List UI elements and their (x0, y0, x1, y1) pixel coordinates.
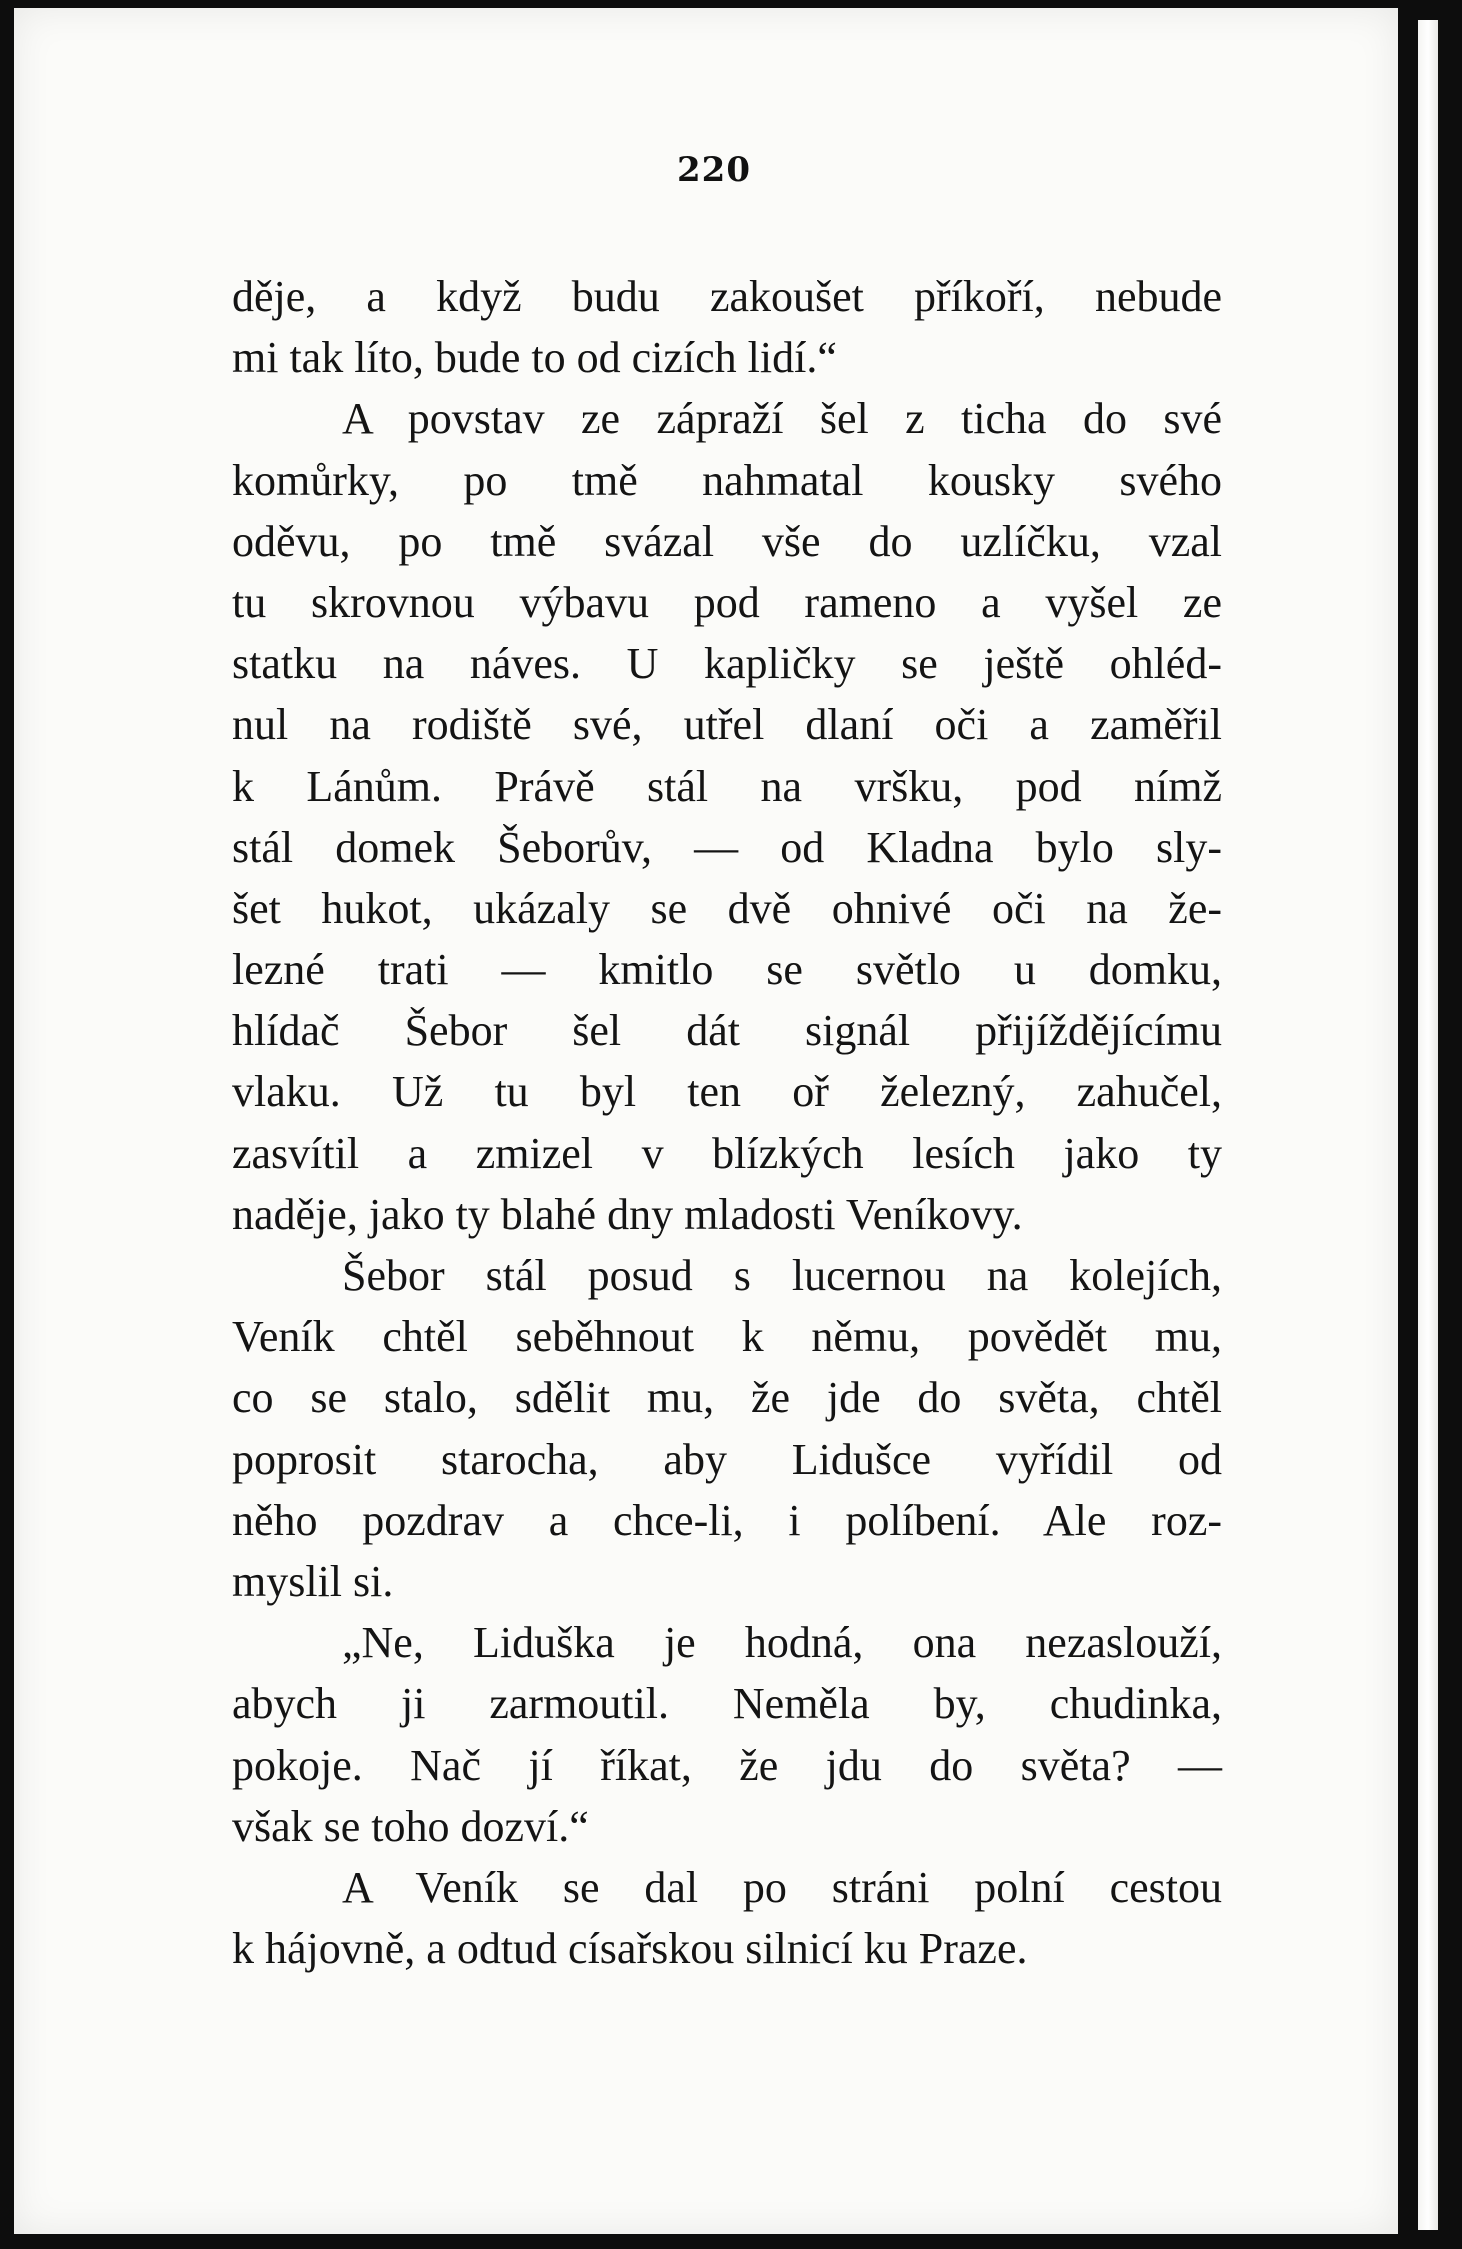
body-text (232, 266, 1222, 1979)
text-line: pokoje. Nač jí říkat, že jdu do světa? — (232, 1740, 1222, 1790)
text-line: nul na rodiště své, utřel dlaní oči a zaměřil (232, 700, 1222, 750)
text-line: stál domek Šeborův, — od Kladna bylo sly- (232, 822, 1222, 872)
text-line: oděvu, po tmě svázal vše do uzlíčku, vzal (232, 516, 1222, 566)
text-line: Veník chtěl seběhnout k němu, povědět mu, (232, 1312, 1222, 1362)
text-line: A Veník se dal po stráni polní cestou (342, 1862, 1222, 1912)
text-line: tu skrovnou výbavu pod rameno a vyšel ze (232, 577, 1222, 627)
text-line: hlídač Šebor šel dát signál přijíždějícímu (232, 1006, 1222, 1056)
text-line: Šebor stál posud s lucernou na kolejích, (342, 1251, 1222, 1300)
text-line: zasvítil a zmizel v blízkých lesích jako ty (232, 1128, 1222, 1178)
text-line: naděje, jako ty blahé dny mladosti Veníkovy. (232, 1189, 1023, 1239)
text-line: vlaku. Už tu byl ten oř železný, zahučel, (232, 1067, 1222, 1117)
next-page-edge (1418, 20, 1438, 2230)
text-line: mi tak líto, bude to od cizích lidí.“ (232, 333, 837, 383)
text-line: poprosit starocha, aby Lidušce vyřídil od (232, 1434, 1222, 1484)
text-line: myslil si. (232, 1556, 394, 1606)
text-line: co se stalo, sdělit mu, že jde do světa, chtěl (232, 1373, 1222, 1423)
text-line: abych ji zarmoutil. Neměla by, chudinka, (232, 1679, 1222, 1729)
book-page (14, 8, 1398, 2234)
text-line: statku na náves. U kapličky se ještě ohléd- (232, 639, 1222, 689)
text-line: „Ne, Liduška je hodná, ona nezaslouží, (342, 1618, 1222, 1668)
text-line: k Lánům. Právě stál na vršku, pod nímž (232, 761, 1222, 811)
text-line: lezné trati — kmitlo se světlo u domku, (232, 945, 1222, 995)
text-line: šet hukot, ukázaly se dvě ohnivé oči na že- (232, 883, 1222, 933)
text-line: něho pozdrav a chce-li, i políbení. Ale roz- (232, 1495, 1222, 1545)
text-line: však se toho dozví.“ (232, 1801, 589, 1851)
text-line: děje, a když budu zakoušet příkoří, nebude (232, 272, 1222, 321)
text-line: k hájovně, a odtud císařskou silnicí ku Praze. (232, 1924, 1028, 1974)
text-line: komůrky, po tmě nahmatal kousky svého (232, 455, 1222, 505)
page-number: 220 (677, 150, 751, 190)
text-line: A povstav ze zápraží šel z ticha do své (342, 394, 1222, 444)
